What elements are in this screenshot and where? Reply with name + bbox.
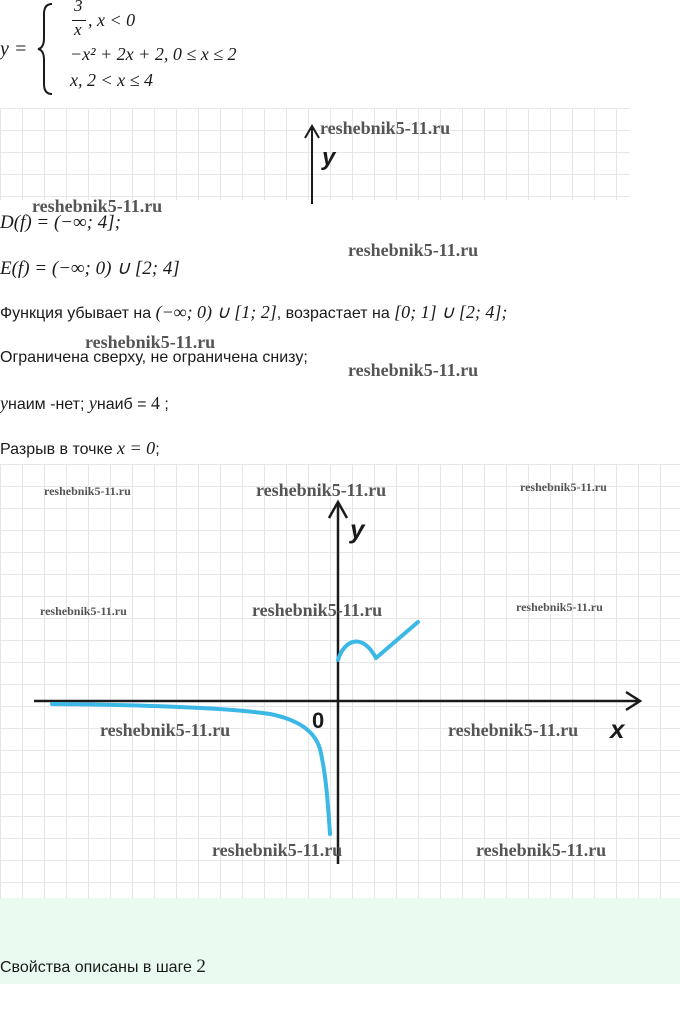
extrema-y-min: y: [0, 393, 8, 413]
curve-parabola: [338, 642, 376, 660]
piece2: −x² + 2x + 2, 0 ≤ x ≤ 2: [70, 44, 237, 64]
watermark: reshebnik5-11.ru: [348, 360, 479, 380]
extrema-min-text: наим -нет;: [8, 396, 89, 413]
graph-x-label: x: [610, 714, 625, 744]
piece3: x, 2 < x ≤ 4: [70, 70, 154, 90]
monotonic-mid: , возрастает на: [276, 305, 395, 322]
piece1-denominator: x: [74, 20, 82, 39]
watermark: reshebnik5-11.ru: [320, 118, 451, 138]
watermark: reshebnik5-11.ru: [32, 196, 163, 216]
discontinuity-line: [0, 438, 160, 459]
answer-step-number: 2: [196, 956, 206, 977]
top-graph-y-label: y: [322, 144, 336, 171]
extrema-max-value: 4: [150, 393, 160, 413]
answer-text-line: [0, 956, 206, 978]
watermark: reshebnik5-11.ru: [520, 480, 607, 494]
graph-y-label: y: [350, 514, 365, 544]
piece1-numerator: 3: [74, 0, 83, 15]
extrema-line: [0, 393, 169, 414]
extrema-y-max: y: [88, 393, 97, 413]
formula-lhs: y =: [0, 38, 28, 60]
monotonic-prefix: Функция убывает на: [0, 305, 156, 322]
piece1-condition: , x < 0: [88, 10, 136, 30]
monotonic-line: [0, 302, 507, 323]
discontinuity-math: x = 0: [117, 438, 156, 458]
discontinuity-end: ;: [155, 441, 160, 458]
extrema-max-text: наиб =: [96, 396, 151, 413]
watermark: reshebnik5-11.ru: [348, 240, 479, 260]
monotonic-increasing: [0; 1] ∪ [2; 4];: [394, 302, 508, 322]
watermark: reshebnik5-11.ru: [40, 604, 127, 618]
domain-line: D(f) = (−∞; 4];: [0, 212, 121, 233]
watermark: reshebnik5-11.ru: [212, 840, 343, 860]
range-line: E(f) = (−∞; 0) ∪ [2; 4]: [0, 258, 180, 279]
watermark: reshebnik5-11.ru: [85, 332, 216, 352]
watermark: reshebnik5-11.ru: [44, 484, 131, 498]
watermark: reshebnik5-11.ru: [100, 720, 231, 740]
watermark: reshebnik5-11.ru: [252, 600, 383, 620]
formula-brace: [36, 0, 56, 103]
watermark: reshebnik5-11.ru: [256, 480, 387, 500]
graph-origin-label: 0: [312, 708, 325, 733]
extrema-end: ;: [159, 396, 169, 413]
watermark: reshebnik5-11.ru: [476, 840, 607, 860]
watermark: reshebnik5-11.ru: [516, 600, 603, 614]
function-graph: [0, 464, 680, 898]
curve-line: [376, 622, 418, 658]
answer-text: Свойства описаны в шаге: [0, 959, 197, 976]
monotonic-decreasing: (−∞; 0) ∪ [1; 2]: [155, 302, 277, 322]
discontinuity-prefix: Разрыв в точке: [0, 441, 118, 458]
bounded-line: Ограничена сверху, не ограничена снизу;: [0, 349, 308, 366]
watermark: reshebnik5-11.ru: [448, 720, 579, 740]
